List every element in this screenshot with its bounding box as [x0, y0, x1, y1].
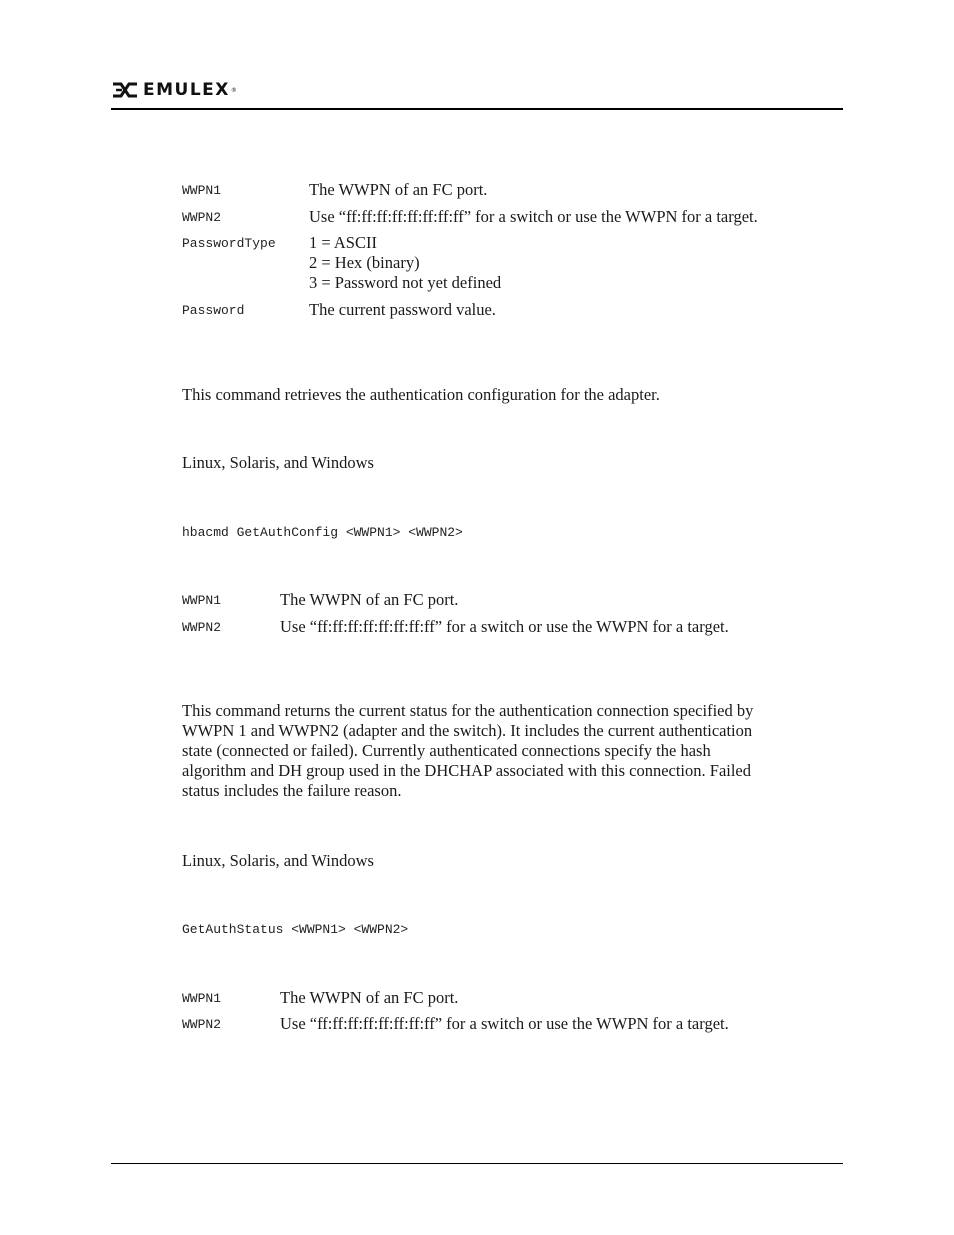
param-desc-wwpn2: Use “ff:ff:ff:ff:ff:ff:ff:ff” for a switch or use the WWPN for a target. — [309, 207, 758, 226]
passwordtype-option: 3 = Password not yet defined — [309, 273, 502, 292]
getauthconfig-param-desc: The WWPN of an FC port. — [280, 590, 459, 609]
getauthstatus-syntax: GetAuthStatus <WWPN1> <WWPN2> — [182, 922, 409, 937]
emulex-logo — [112, 80, 237, 100]
description-line: status includes the failure reason. — [182, 781, 402, 800]
param-desc-passwordtype — [309, 233, 501, 293]
description-line: algorithm and DH group used in the DHCHAP associated with this connection. Failed — [182, 761, 752, 780]
header-rule — [111, 108, 843, 110]
getauthconfig-param-desc: Use “ff:ff:ff:ff:ff:ff:ff:ff” for a switch or use the WWPN for a target. — [280, 617, 729, 636]
param-term-wwpn1: WWPN1 — [182, 183, 222, 198]
getauthstatus-param-desc: The WWPN of an FC port. — [280, 988, 459, 1007]
getauthstatus-description — [182, 701, 842, 801]
getauthconfig-syntax: hbacmd GetAuthConfig <WWPN1> <WWPN2> — [182, 525, 463, 540]
getauthstatus-supported-os: Linux, Solaris, and Windows — [182, 851, 374, 870]
getauthconfig-supported-os: Linux, Solaris, and Windows — [182, 453, 374, 472]
emulex-logo-icon — [112, 82, 138, 98]
getauthconfig-description: This command retrieves the authentication configuration for the adapter. — [182, 385, 660, 404]
getauthstatus-param-desc: Use “ff:ff:ff:ff:ff:ff:ff:ff” for a switch or use the WWPN for a target. — [280, 1014, 729, 1033]
footer-rule — [111, 1163, 843, 1164]
description-line: state (connected or failed). Currently authenticated connections specify the hash — [182, 741, 711, 760]
param-term-password: Password — [182, 303, 245, 318]
description-line: This command returns the current status for the authentication connection specified by — [182, 701, 754, 720]
passwordtype-option: 2 = Hex (binary) — [309, 253, 420, 272]
getauthconfig-param-term: WWPN1 — [182, 593, 222, 608]
logo-trademark: ® — [230, 86, 237, 94]
getauthconfig-param-term: WWPN2 — [182, 620, 222, 635]
param-desc-wwpn1: The WWPN of an FC port. — [309, 180, 488, 199]
getauthstatus-param-term: WWPN2 — [182, 1017, 222, 1032]
passwordtype-option: 1 = ASCII — [309, 233, 377, 252]
description-line: WWPN 1 and WWPN2 (adapter and the switch). It includes the current authentication — [182, 721, 753, 740]
param-term-passwordtype: PasswordType — [182, 236, 276, 251]
param-desc-password: The current password value. — [309, 300, 496, 319]
getauthstatus-param-term: WWPN1 — [182, 991, 222, 1006]
param-term-wwpn2: WWPN2 — [182, 210, 222, 225]
logo-wordmark: EMULEX — [143, 80, 230, 100]
